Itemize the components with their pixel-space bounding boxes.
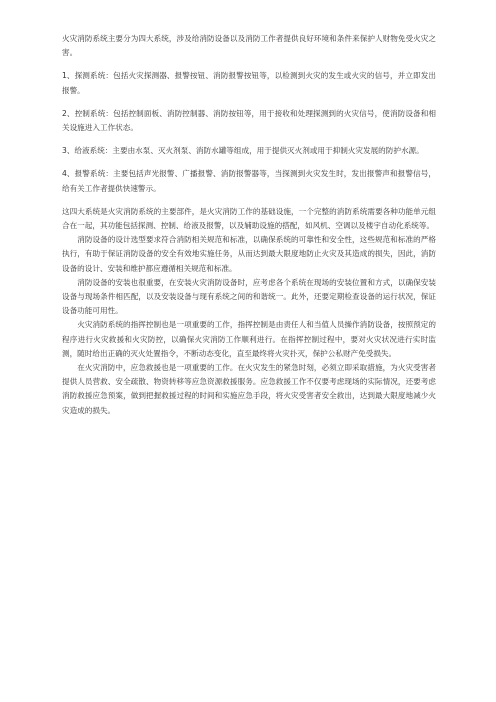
body-paragraph-design: 消防设备的设计选型要求符合消防相关规范和标准，以确保系统的可靠性和安全性，这些规范和标准的严格执行，有助于保证消防设备的安全有效地实施任务，从而达到最大限度地防止火灾及其造成的损失，因此，消防设备的设计、安装和维护都应遵循相关规范和标准。 <box>62 235 436 273</box>
body-paragraph-installation: 消防设备的安装也很重要，在安装火灾消防设备时，应考虑各个系统在现场的安装位置和方式，以确保安装设备与现场条件相匹配，以及安装设备与现有系统之间的和谐统一。此外，还要定期检查设备的运行状况，保证设备功能可用性。 <box>62 277 436 316</box>
list-item-detection-system: 1、探测系统：包括火灾探测器、报警按钮、消防报警按钮等，以检测到火灾的发生或火灾的信号，并立即发出报警。 <box>62 71 436 95</box>
list-item-liquid-supply-system: 3、给液系统：主要由水泵、灭火剂泵、消防水罐等组成，用于提供灭火剂或用于抑制火灾发展的防护水源。 <box>62 146 424 156</box>
body-paragraph-command-control: 火灾消防系统的指挥控制也是一项重要的工作，指挥控制是由责任人和当值人员操作消防设备，按照预定的程序进行火灾救援和火灾防控，以确保火灾消防工作顺利进行。在指挥控制过程中，要对火灾状况进行实时监测，随时给出正确的灭火处置指令，不断动态变化，直至最终将火灾扑灭，保护公私财产免受损失。 <box>62 320 436 358</box>
list-item-control-system: 2、控制系统：包括控制面板、消防控制器、消防按钮等，用于接收和处理探测到的火灾信号，使消防设备和相关设施进入工作状态。 <box>62 108 436 133</box>
body-paragraph-emergency-rescue: 在火灾消防中，应急救援也是一项重要的工作。在火灾发生的紧急时刻，必须立即采取措施，为火灾受害者提供人员营救、安全疏散、物资转移等应急资源救援服务。应急救援工作不仅要考虑现场的实际情况，还要考虑消防救援应急预案，做到把握救援过程的时间和实施应急手段，将火灾受害者安全救出，达到最大限度地减少火灾造成的损失。 <box>62 363 436 415</box>
list-item-alarm-system: 4、报警系统：主要包括声光报警、广播报警、消防报警器等，当探测到火灾发生时，发出报警声和报警信号，给有关工作者提供快速警示。 <box>62 169 436 193</box>
document-page <box>62 32 436 418</box>
summary-paragraph: 这四大系统是火灾消防系统的主要部件，是火灾消防工作的基础设施，一个完整的消防系统需要各种功能单元组合在一起，其功能包括探测、控制、给液及报警，以及辅助设施的搭配，如风机、空调以及楼宇自动化系统等。 <box>62 206 436 231</box>
intro-paragraph: 火灾消防系统主要分为四大系统，涉及给消防设备以及消防工作者提供良好环境和条件来保护人财物免受火灾之害。 <box>62 34 436 58</box>
